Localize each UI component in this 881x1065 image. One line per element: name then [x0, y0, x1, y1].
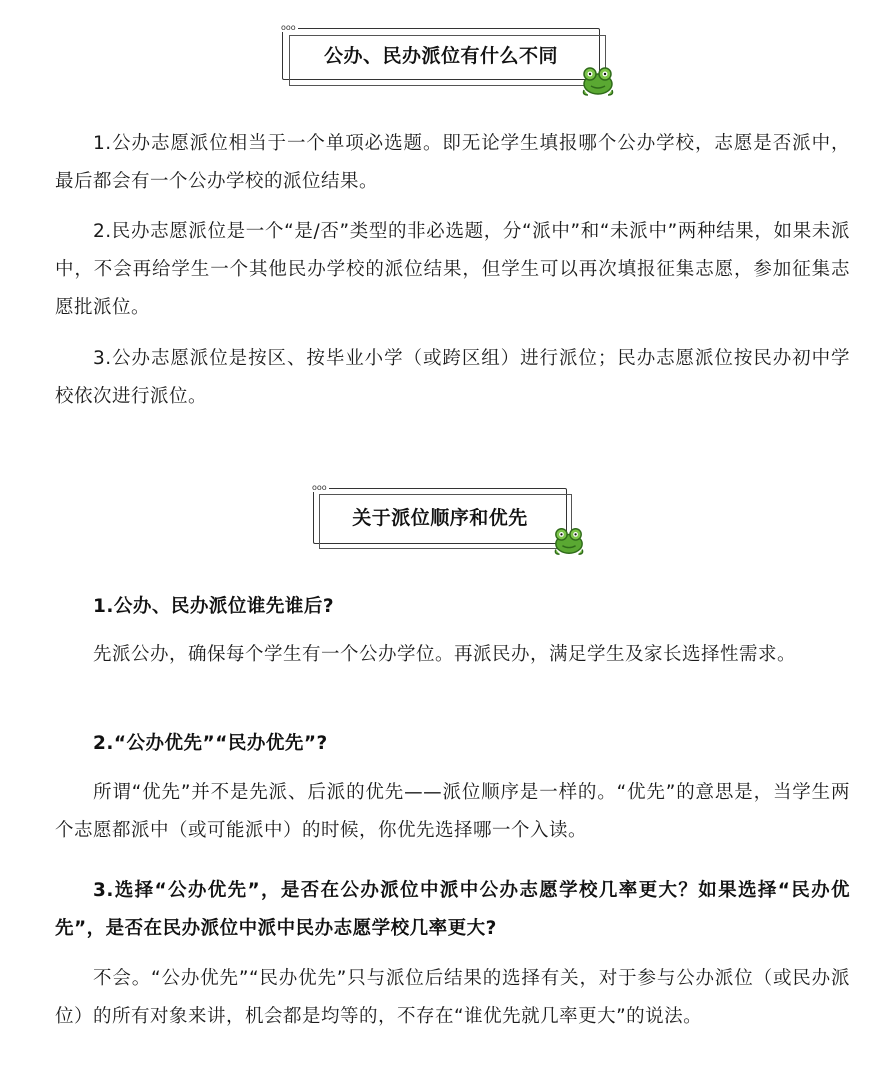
paragraph: 1.公办志愿派位相当于一个单项必选题。即无论学生填报哪个公办学校，志愿是否派中，最后都会有一个公办学校的派位结果。 — [55, 133, 850, 192]
frog-icon — [552, 525, 586, 557]
dots-decoration: ooo — [281, 23, 296, 32]
question-heading: 2.“公办优先”“民办优先”? — [93, 733, 328, 754]
question-heading: 1.公办、民办派位谁先谁后? — [93, 596, 335, 617]
answer-paragraph: 不会。“公办优先”“民办优先”只与派位后结果的选择有关，对于参与公办派位（或民办派位）的所有对象来讲，机会都是均等的，不存在“谁优先就几率更大”的说法。 — [55, 968, 850, 1027]
dots-decoration: ooo — [312, 483, 327, 492]
paragraph: 2.民办志愿派位是一个“是/否”类型的非必选题，分“派中”和“未派中”两种结果，如果未派中，不会再给学生一个其他民办学校的派位结果，但学生可以再次填报征集志愿，参加征集志愿批派位。 — [55, 221, 850, 318]
section-title: 公办、民办派位有什么不同 — [323, 44, 558, 67]
paragraph: 3.公办志愿派位是按区、按毕业小学（或跨区组）进行派位；民办志愿派位按民办初中学校依次进行派位。 — [55, 348, 850, 407]
section-title: 关于派位顺序和优先 — [352, 506, 528, 529]
section-title-box — [312, 483, 567, 544]
answer-paragraph: 先派公办，确保每个学生有一个公办学位。再派民办，满足学生及家长选择性需求。 — [93, 644, 797, 665]
section-title-box — [281, 23, 600, 80]
frog-icon — [580, 64, 616, 98]
answer-paragraph: 所谓“优先”并不是先派、后派的优先——派位顺序是一样的。“优先”的意思是，当学生两个志愿都派中（或可能派中）的时候，你优先选择哪一个入读。 — [55, 782, 850, 841]
question-heading: 3.选择“公办优先”，是否在公办派位中派中公办志愿学校几率更大？如果选择“民办优先”，是否在民办派位中派中民办志愿学校几率更大? — [55, 880, 850, 939]
